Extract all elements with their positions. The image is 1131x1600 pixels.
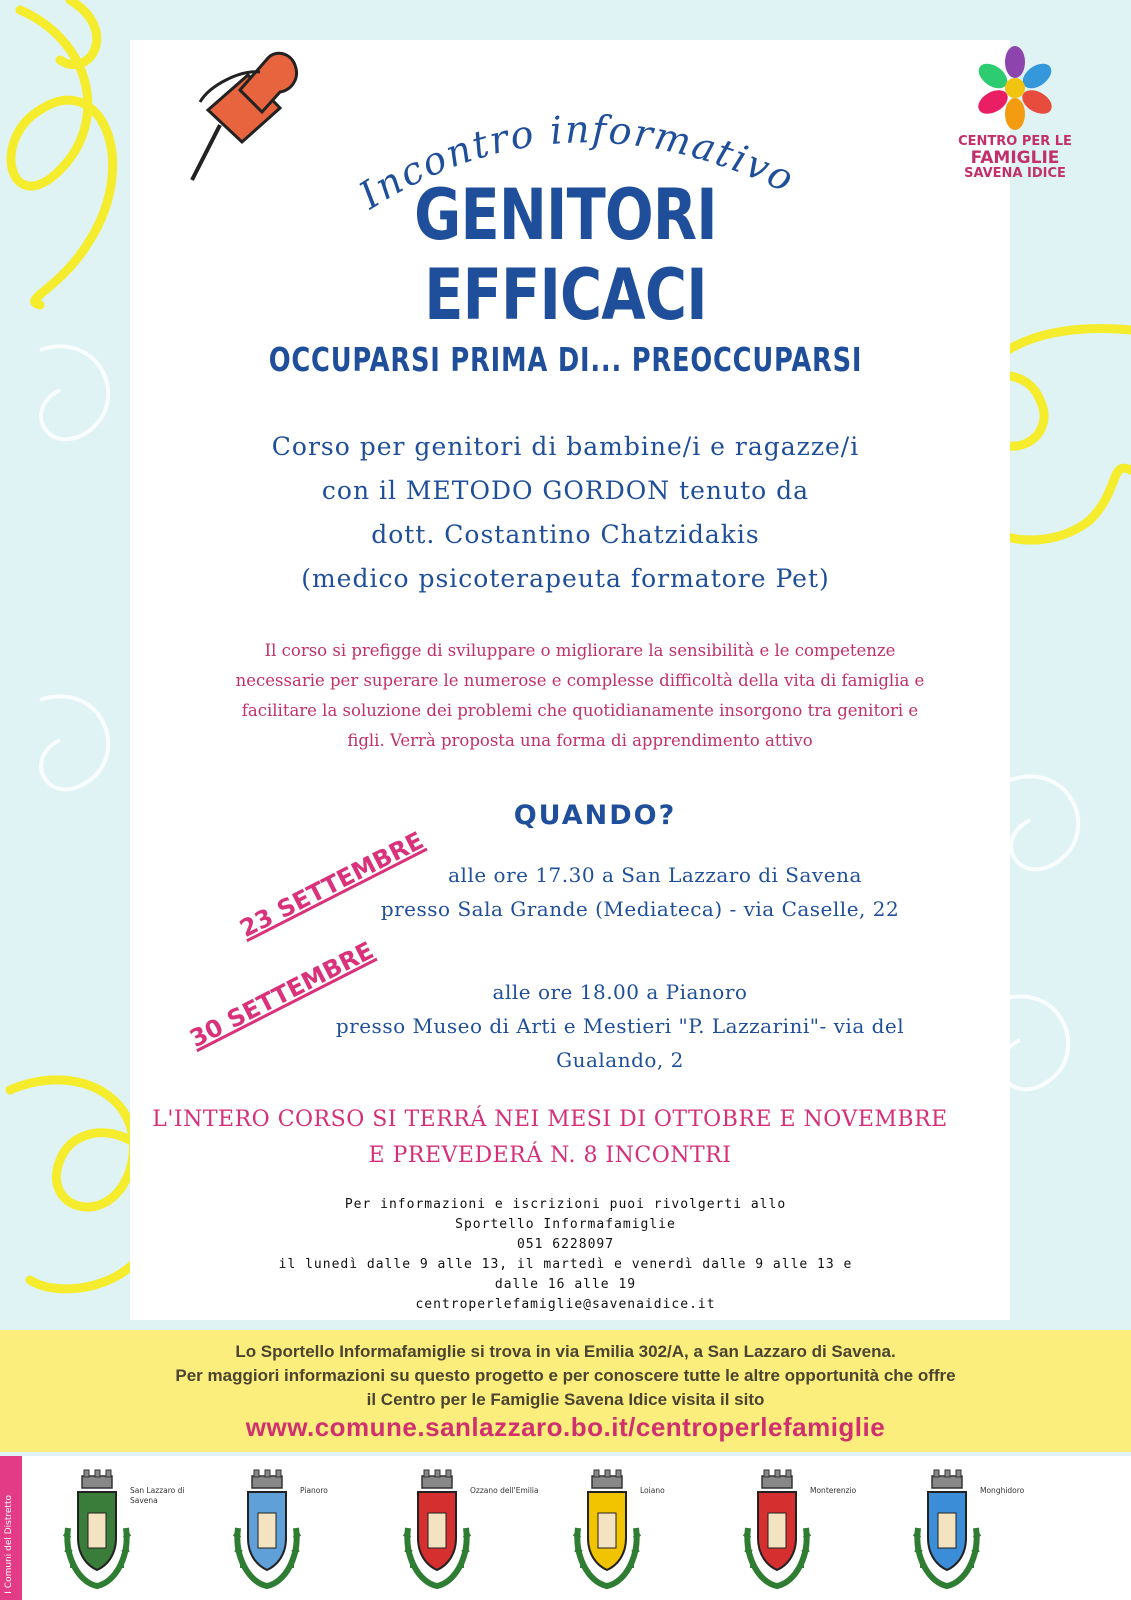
side-tab-label: I Comuni del Distretto [4,1495,14,1594]
date2-venue: presso Museo di Arti e Mestieri "P. Lazzarini"- via del [335,1014,905,1038]
coat-of-arms-icon [400,1468,475,1593]
description-line-2: necessarie per superare le numerose e complesse difficoltà della vita di famiglia e [235,671,925,690]
description-line-4: figli. Verrà proposta una forma di apprendimento attivo [347,731,813,750]
logo-line-2: FAMIGLIE [970,148,1060,168]
comune-crest [230,1468,400,1596]
description-line-1: Il corso si prefigge di sviluppare o migliorare la sensibilità e le competenze [264,641,896,660]
mesi-line-1: L'INTERO CORSO SI TERRÁ NEI MESI DI OTTOBRE E NOVEMBRE [152,1107,948,1132]
subtitle: OCCUPARSI PRIMA DI... PREOCCUPARSI [268,340,863,379]
banner-line-1: Lo Sportello Informafamiglie si trova in via Emilia 302/A, a San Lazzaro di Savena. [235,1342,896,1361]
info-phone[interactable]: 051 6228097 [516,1237,615,1252]
comuni-side-tab [0,1456,22,1600]
push-pin-icon [180,30,310,190]
comune-name: Monterenzio [810,1486,857,1495]
incontro-text: Incontro informativo [351,107,802,218]
date1-venue: presso Sala Grande (Mediateca) - via Caselle, 22 [380,897,900,921]
coat-of-arms-icon [60,1468,135,1593]
course-line-2: con il METODO GORDON tenuto da [321,476,810,505]
centro-famiglie-logo [955,40,1075,180]
comune-name: Pianoro [300,1486,328,1495]
date-stamp-30-settembre: 30 SETTEMBRE [185,936,379,1053]
date2-time-place: alle ore 18.00 a Pianoro [492,980,748,1004]
comune-name: San Lazzaro di Savena [130,1486,185,1505]
comune-name: Monghidoro [980,1486,1025,1495]
mesi-line-2: E PREVEDERÁ N. 8 INCONTRI [368,1143,732,1168]
course-line-3: dott. Costantino Chatzidakis [371,520,760,549]
info-hours-1: il lunedì dalle 9 alle 13, il martedì e venerdì dalle 9 alle 13 e [278,1257,853,1272]
info-sportello: Sportello Informafamiglie [455,1217,676,1232]
date-stamp-23-settembre: 23 SETTEMBRE [235,826,429,943]
course-line-4: (medico psicoterapeuta formatore Pet) [301,564,830,593]
info-banner [0,1330,1131,1452]
quando-heading: QUANDO? [513,800,677,831]
date2-venue-cont: Gualando, 2 [556,1048,684,1072]
logo-line-3: SAVENA IDICE [964,166,1066,181]
coat-of-arms-icon [740,1468,815,1593]
info-email-link[interactable]: centroperlefamiglie@savenaidice.it [415,1297,716,1312]
date1-time-place: alle ore 17.30 a San Lazzaro di Savena [448,863,862,887]
comune-crest [570,1468,740,1596]
title-line-2: EFFICACI [424,254,707,336]
banner-line-3: il Centro per le Famiglie Savena Idice visita il sito [366,1390,765,1409]
course-line-1: Corso per genitori di bambine/i e ragazze/i [271,432,860,461]
comune-crest [400,1468,570,1596]
banner-line-2: Per maggiori informazioni su questo progetto e per conoscere tutte le altre opportunità che offre [175,1366,956,1385]
comune-crest [60,1468,230,1596]
coat-of-arms-icon [570,1468,645,1593]
comune-name: Loiano [640,1486,665,1495]
title-line-1: GENITORI [414,174,717,256]
flower-logo-icon [955,40,1075,130]
website-link[interactable]: www.comune.sanlazzaro.bo.it/centroperlefamiglie [245,1412,886,1442]
info-hours-2: dalle 16 alle 19 [494,1277,637,1292]
coat-of-arms-icon [230,1468,305,1593]
comune-crest [740,1468,910,1596]
comune-name: Ozzano dell'Emilia [470,1486,539,1495]
info-intro: Per informazioni e iscrizioni puoi rivolgerti allo [344,1197,787,1212]
logo-line-1: CENTRO PER LE [958,134,1072,149]
description-line-3: facilitare la soluzione dei problemi che quotidianamente insorgono tra genitori e [241,701,919,720]
comune-crest [910,1468,1080,1596]
coat-of-arms-icon [910,1468,985,1593]
